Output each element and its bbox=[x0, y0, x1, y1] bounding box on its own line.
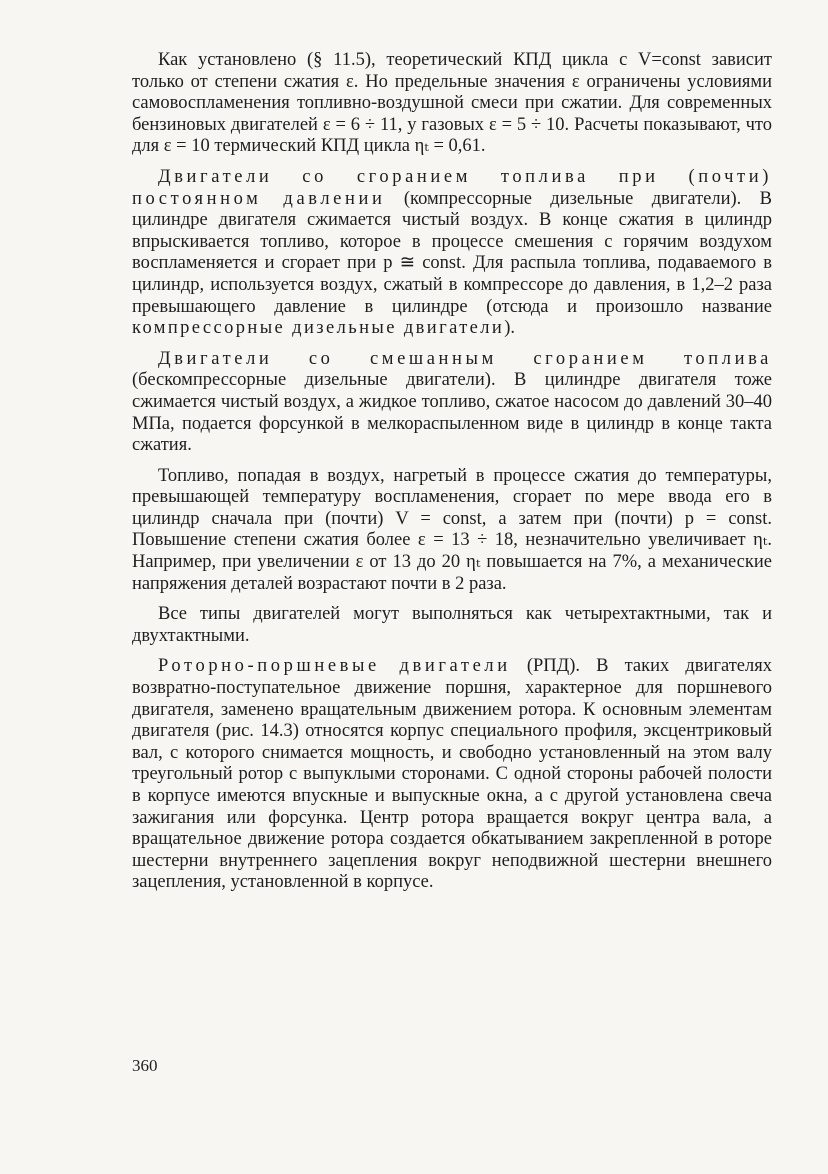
spaced-heading: Двигатели со сгоранием топлива при (почти) постоянном давлении bbox=[132, 166, 772, 209]
paragraph-text: Топливо, попадая в воздух, нагретый в процессе сжатия до температуры, превышающей температуру воспламенения, сгорает по мере ввода его в цилиндр сначала при (почти) V = const, а затем при (почти) p = const. Повышение степени сжатия более ε = 13 ÷ 18, незначительно увеличивает ηₜ. Например, при увеличении ε от 13 до 20 ηₜ повышается на 7%, а механические напряжения деталей возрастают почти в 2 раза. bbox=[132, 465, 772, 594]
paragraph-mixed-combustion bbox=[132, 349, 772, 457]
paragraph-text: (бескомпрессорные дизельные двигатели). В цилиндре двигателя тоже сжимается чистый воздух, а жидкое топливо, сжатое насосом до давлений 30–40 МПа, подается форсункой в мелкораспыленном виде в цилиндр в конце такта сжатия. bbox=[132, 370, 772, 456]
paragraph-engine-types bbox=[132, 604, 772, 647]
spaced-term: компрессорные дизельные двигатели bbox=[132, 318, 505, 339]
paragraph-text: ). bbox=[504, 318, 516, 339]
paragraph-text: (компрессорные дизельные двигатели). В цилиндре двигателя сжимается чистый воздух. В конце сжатия в цилиндр впрыскивается топливо, которое в процессе смешения с горячим воздухом воспламеняется и сгорает при p ≅ const. Для распыла топлива, подаваемого в цилиндр, используется воздух, сжатый в компрессоре до давления, в 1,2–2 раза превышающего давление в цилиндре (отсюда и произошло название bbox=[132, 188, 772, 317]
paragraph-text: Все типы двигателей могут выполняться как четырехтактными, так и двухтактными. bbox=[132, 604, 772, 646]
spaced-heading: Роторно-поршневые двигатели bbox=[158, 656, 511, 677]
paragraph-diesel-compressor bbox=[132, 167, 772, 340]
body-text bbox=[132, 50, 772, 903]
paragraph-text: (РПД). В таких двигателях возвратно-поступательное движение поршня, характерное для поршневого двигателя, заменено вращательным движением ротора. К основным элементам двигателя (рис. 14.3) относятся корпус специального профиля, эксцентриковый вал, с которого снимается мощность, и свободно установленный на этом валу треугольный ротор с выпуклыми сторонами. С одной стороны рабочей полости в корпусе имеются впускные и выпускные окна, а с другой установлена свеча зажигания или форсунка. Центр ротора вращается вокруг центра вала, а вращательное движение ротора создается обкатыванием закрепленной в роторе шестерни внутреннего зацепления вокруг неподвижной шестерни внешнего зацепления, установленной в корпусе. bbox=[132, 656, 772, 893]
paragraph-rotary-engine bbox=[132, 656, 772, 894]
paragraph-fuel-ignition bbox=[132, 466, 772, 596]
paragraph-otto-cycle bbox=[132, 50, 772, 158]
spaced-heading: Двигатели со смешанным сгоранием топлива bbox=[158, 348, 772, 369]
paragraph-text: Как установлено (§ 11.5), теоретический КПД цикла с V=const зависит только от степени сжатия ε. Но предельные значения ε ограничены условиями самовоспламенения топливно-воздушной смеси при сжатии. Для современных бензиновых двигателей ε = 6 ÷ 11, у газовых ε = 5 ÷ 10. Расчеты показывают, что для ε = 10 термический КПД цикла ηₜ = 0,61. bbox=[132, 50, 772, 157]
page-number: 360 bbox=[132, 1056, 158, 1075]
